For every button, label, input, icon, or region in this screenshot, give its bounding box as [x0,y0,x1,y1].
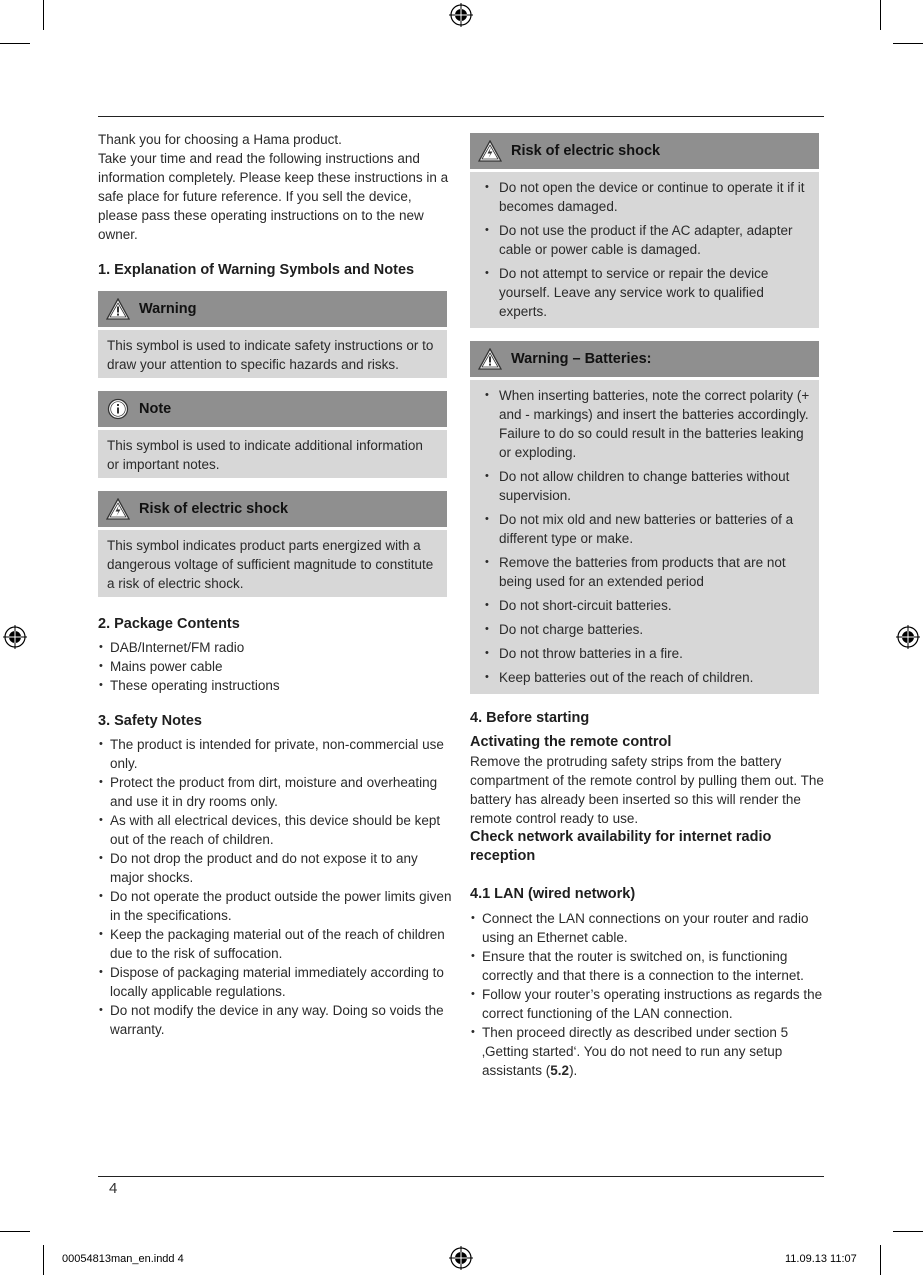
remote-control-text: Remove the protruding safety strips from the battery compartment of the remote control by pulling them out. The battery has already been inserted so this will render the remote control ready to use. [470,754,824,826]
list-item: • Dispose of packaging material immediately according to locally applicable regulations. [98,963,454,1001]
list-item: • Mains power cable [98,657,454,676]
list-item [470,1023,826,1080]
list-item: • Do not open the device or continue to operate it if it becomes damaged. [478,178,811,216]
header-rule [98,116,824,117]
battery-warning-box-header [470,341,819,377]
list-item: • Do not short-circuit batteries. [478,596,811,615]
battery-warning-box-body [470,380,819,694]
shock-warning-box-body [470,172,819,328]
shock-warning-box-header [470,133,819,169]
list-item: • Do not operate the product outside the power limits given in the specifications. [98,887,454,925]
section-heading-lan: 4.1 LAN (wired network) [470,886,636,902]
lan-list [470,909,826,1080]
battery-warning-list [478,386,811,687]
right-column [470,133,826,1080]
lan-last-suffix: ). [569,1063,578,1078]
left-column [98,130,454,1039]
list-item: • Do not charge batteries. [478,620,811,639]
section-reference: 5.2 [550,1063,570,1078]
footer-rule [98,1176,824,1177]
list-item: • Do not mix old and new batteries or batteries of a different type or make. [478,510,811,548]
list-item: • Follow your router’s operating instructions as regards the correct functioning of the LAN connection. [470,985,826,1023]
list-item: • Connect the LAN connections on your router and radio using an Ethernet cable. [470,909,826,947]
crop-mark [880,0,881,30]
registration-mark-icon [449,1246,473,1270]
list-item: • DAB/Internet/FM radio [98,638,454,657]
shock-warning-box [470,133,819,328]
shock-symbol-box-header [98,491,447,527]
list-item: • Do not use the product if the AC adapter, adapter cable or power cable is damaged. [478,221,811,259]
warning-box-title: Warning [139,300,197,317]
list-item: • Keep batteries out of the reach of children. [478,668,811,687]
lightning-triangle-icon [106,498,130,520]
intro-line: Thank you for choosing a Hama product. [98,132,342,147]
page-number: 4 [109,1180,118,1197]
battery-warning-box [470,341,819,694]
list-item: • Do not modify the device in any way. Doing so voids the warranty. [98,1001,454,1039]
list-item: • Keep the packaging material out of the reach of children due to the risk of suffocation. [98,925,454,963]
section-heading-safety: 3. Safety Notes [98,713,202,729]
registration-mark-icon [896,625,920,649]
warning-box [98,291,447,378]
list-item: • When inserting batteries, note the correct polarity (+ and - markings) and insert the batteries accordingly. Failure to do so could result in the batteries leaking or exploding. [478,386,811,462]
crop-mark [893,43,923,44]
subheading-network-check: Check network availability for internet radio reception [470,829,772,864]
slug-filename: 00054813man_en.indd 4 [62,1253,184,1265]
list-item: • Remove the batteries from products that are not being used for an extended period [478,553,811,591]
section-heading-warning-symbols: 1. Explanation of Warning Symbols and Notes [98,262,415,278]
note-box-header [98,391,447,427]
crop-mark [43,0,44,30]
crop-mark [0,43,30,44]
shock-warning-list [478,178,811,321]
list-item: • These operating instructions [98,676,454,695]
warning-triangle-icon [106,298,130,320]
section-heading-before-starting: 4. Before starting [470,710,590,726]
note-box-text: This symbol is used to indicate additional information or important notes. [98,430,447,478]
list-item: • Do not allow children to change batteries without supervision. [478,467,811,505]
lightning-triangle-icon [478,140,502,162]
list-item: • Do not drop the product and do not expose it to any major shocks. [98,849,454,887]
intro-paragraph: Take your time and read the following instructions and information completely. Please keep these instructions in a safe place for future reference. If you sell the device, please pass these operating instructions on to the new owner. [98,151,449,242]
safety-list [98,735,454,1039]
list-item: • Do not throw batteries in a fire. [478,644,811,663]
shock-symbol-box-text: This symbol indicates product parts energized with a dangerous voltage of sufficient magnitude to constitute a risk of electric shock. [98,530,447,597]
warning-box-header [98,291,447,327]
shock-symbol-box [98,491,447,597]
crop-mark [893,1231,923,1232]
registration-mark-icon [3,625,27,649]
list-item: • The product is intended for private, non-commercial use only. [98,735,454,773]
crop-mark [43,1245,44,1275]
shock-warning-box-title: Risk of electric shock [511,142,661,159]
subheading-remote-control: Activating the remote control [470,734,672,750]
list-item: • As with all electrical devices, this device should be kept out of the reach of children. [98,811,454,849]
crop-mark [880,1245,881,1275]
registration-mark-icon [449,3,473,27]
section-heading-package: 2. Package Contents [98,616,240,632]
package-list [98,638,454,695]
list-item: • Do not attempt to service or repair the device yourself. Leave any service work to qualified experts. [478,264,811,321]
shock-symbol-box-title: Risk of electric shock [139,500,289,517]
battery-warning-box-title: Warning – Batteries: [511,350,652,367]
list-item: • Ensure that the router is switched on, is functioning correctly and that there is a connection to the internet. [470,947,826,985]
lan-last-text: Then proceed directly as described under section 5 ‚Getting started‘. You do not need to run any setup assistants ( [482,1025,789,1078]
crop-mark [0,1231,30,1232]
info-circle-icon [106,398,130,420]
list-item: • Protect the product from dirt, moisture and overheating and use it in dry rooms only. [98,773,454,811]
warning-triangle-icon [478,348,502,370]
warning-box-text: This symbol is used to indicate safety instructions or to draw your attention to specific hazards and risks. [98,330,447,378]
slug-datetime: 11.09.13 11:07 [785,1253,857,1265]
note-box-title: Note [139,400,172,417]
note-box [98,391,447,478]
